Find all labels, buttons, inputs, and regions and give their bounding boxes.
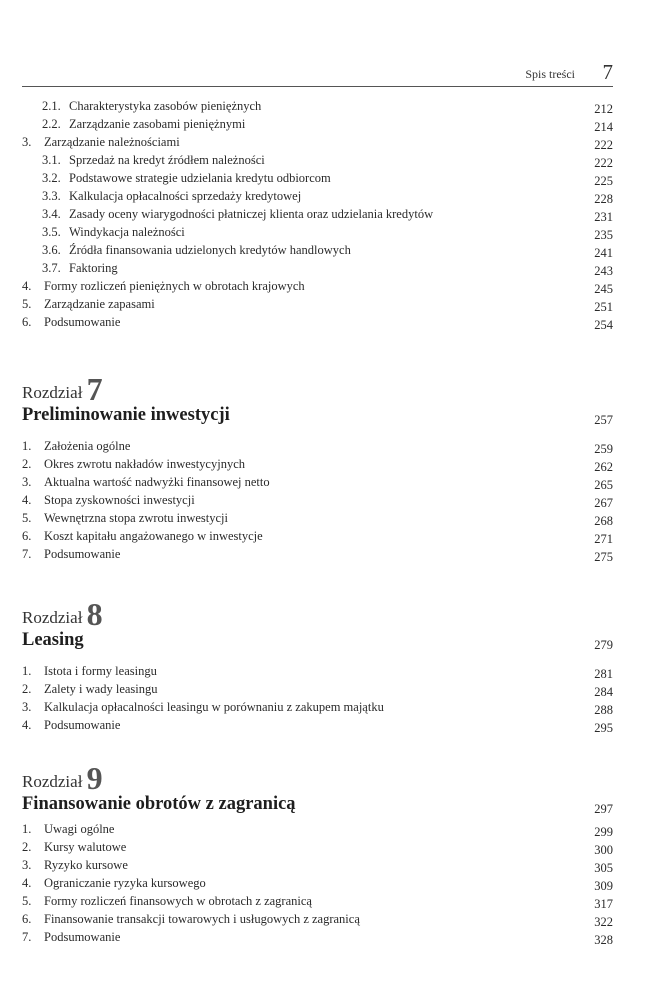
entry-page: 222: [594, 138, 613, 152]
entry-page: 300: [594, 843, 613, 857]
toc-entry: [22, 455, 613, 473]
chapter-number: 7: [86, 371, 103, 407]
toc-entry: [22, 151, 613, 169]
entry-page: 281: [594, 667, 613, 681]
entry-title: Podsumowanie: [44, 547, 121, 561]
toc-entry: [22, 698, 613, 716]
entry-number: 2.: [22, 457, 32, 471]
entry-number: 4.: [22, 876, 32, 890]
entry-number: 6.: [22, 315, 32, 329]
entry-title: Windykacja należności: [69, 225, 185, 239]
entry-title: Podsumowanie: [44, 930, 121, 944]
toc-entry: [22, 115, 613, 133]
chapter-number: 8: [86, 596, 103, 632]
toc-entry: [22, 97, 613, 115]
entry-page: 243: [594, 264, 613, 278]
chapter-page: 279: [594, 638, 613, 652]
entry-page: 268: [594, 514, 613, 528]
entry-title: Koszt kapitału angażowanego w inwestycje: [44, 529, 263, 543]
entry-page: 271: [594, 532, 613, 546]
entry-title: Istota i formy leasingu: [44, 664, 157, 678]
entry-number: 1.: [22, 664, 32, 678]
entry-number: 5.: [22, 894, 32, 908]
entry-page: 251: [594, 300, 613, 314]
entry-title: Uwagi ogólne: [44, 822, 115, 836]
entry-title: Stopa zyskowności inwestycji: [44, 493, 195, 507]
entry-page: 214: [594, 120, 613, 134]
toc-entry: [22, 838, 613, 856]
entry-number: 3.4.: [42, 207, 61, 221]
entry-page: 328: [594, 933, 613, 947]
toc-entry: [22, 259, 613, 277]
entry-number: 3.1.: [42, 153, 61, 167]
entry-title: Okres zwrotu nakładów inwestycyjnych: [44, 457, 245, 471]
entry-number: 2.: [22, 682, 32, 696]
toc-entry: [22, 716, 613, 734]
entry-title: Zarządzanie zasobami pieniężnymi: [69, 117, 246, 131]
entry-page: 245: [594, 282, 613, 296]
entry-page: 222: [594, 156, 613, 170]
entry-number: 3.7.: [42, 261, 61, 275]
entry-page: 305: [594, 861, 613, 875]
toc-entry: [22, 509, 613, 527]
entry-title: Kalkulacja opłacalności sprzedaży kredytowej: [69, 189, 302, 203]
entry-page: 225: [594, 174, 613, 188]
entry-number: 3.: [22, 135, 32, 149]
entry-title: Podstawowe strategie udzielania kredytu odbiorcom: [69, 171, 331, 185]
toc-entry: [22, 491, 613, 509]
entry-page: 259: [594, 442, 613, 456]
toc-entry: [22, 169, 613, 187]
toc-entry: [22, 241, 613, 259]
entry-number: 3.6.: [42, 243, 61, 257]
entry-number: 4.: [22, 493, 32, 507]
entry-title: Zarządzanie zapasami: [44, 297, 155, 311]
entry-title: Kalkulacja opłacalności leasingu w porównaniu z zakupem majątku: [44, 700, 384, 714]
chapter-label-text: Rozdział: [22, 383, 83, 402]
entry-number: 2.2.: [42, 117, 61, 131]
entry-number: 4.: [22, 718, 32, 732]
entry-page: 241: [594, 246, 613, 260]
entry-page: 299: [594, 825, 613, 839]
running-head-title: Spis treści: [525, 67, 575, 81]
toc-entry: [22, 437, 613, 455]
entry-title: Charakterystyka zasobów pieniężnych: [69, 99, 262, 113]
toc-entry: [22, 662, 613, 680]
entry-number: 1.: [22, 822, 32, 836]
entry-title: Sprzedaż na kredyt źródłem należności: [69, 153, 265, 167]
toc-entry: [22, 527, 613, 545]
entry-page: 235: [594, 228, 613, 242]
entry-page: 267: [594, 496, 613, 510]
entry-page: 254: [594, 318, 613, 332]
entry-page: 231: [594, 210, 613, 224]
chapter-heading: [22, 403, 613, 427]
entry-number: 5.: [22, 297, 32, 311]
entry-page: 322: [594, 915, 613, 929]
toc-entry: [22, 928, 613, 946]
chapter-label-text: Rozdział: [22, 608, 83, 627]
entry-page: 275: [594, 550, 613, 564]
entry-page: 309: [594, 879, 613, 893]
toc-entry: [22, 545, 613, 563]
entry-page: 212: [594, 102, 613, 116]
toc-entry: [22, 187, 613, 205]
entry-title: Aktualna wartość nadwyżki finansowej netto: [44, 475, 270, 489]
toc-entry: [22, 223, 613, 241]
entry-title: Kursy walutowe: [44, 840, 127, 854]
toc-entry: [22, 680, 613, 698]
chapter-title: Finansowanie obrotów z zagranicą: [22, 794, 296, 814]
toc-entry: [22, 874, 613, 892]
entry-page: 265: [594, 478, 613, 492]
toc-entry: [22, 313, 613, 331]
entry-title: Zalety i wady leasingu: [44, 682, 158, 696]
entry-title: Źródła finansowania udzielonych kredytów handlowych: [69, 243, 351, 257]
entry-page: 284: [594, 685, 613, 699]
entry-title: Podsumowanie: [44, 315, 121, 329]
entry-number: 3.5.: [42, 225, 61, 239]
entry-title: Zarządzanie należnościami: [44, 135, 180, 149]
entry-number: 4.: [22, 279, 32, 293]
entry-title: Faktoring: [69, 261, 118, 275]
entry-number: 2.: [22, 840, 32, 854]
entry-number: 3.: [22, 858, 32, 872]
toc-entry: [22, 856, 613, 874]
entry-number: 2.1.: [42, 99, 61, 113]
toc-entry: [22, 820, 613, 838]
entry-page: 228: [594, 192, 613, 206]
entry-number: 3.3.: [42, 189, 61, 203]
toc-entry: [22, 295, 613, 313]
entry-page: 262: [594, 460, 613, 474]
chapter-label-text: Rozdział: [22, 772, 83, 791]
chapter-heading: [22, 792, 613, 816]
entry-title: Podsumowanie: [44, 718, 121, 732]
toc-entry: [22, 277, 613, 295]
chapter-number: 9: [86, 760, 103, 796]
entry-title: Założenia ogólne: [44, 439, 131, 453]
entry-title: Zasady oceny wiarygodności płatniczej klienta oraz udzielania kredytów: [69, 207, 434, 221]
toc-entry: [22, 133, 613, 151]
toc-entry: [22, 473, 613, 491]
entry-number: 6.: [22, 912, 32, 926]
entry-title: Finansowanie transakcji towarowych i usługowych z zagranicą: [44, 912, 360, 926]
entry-number: 5.: [22, 511, 32, 525]
page-number: 7: [602, 60, 613, 84]
entry-number: 7.: [22, 930, 32, 944]
entry-title: Formy rozliczeń pieniężnych w obrotach krajowych: [44, 279, 305, 293]
entry-title: Ryzyko kursowe: [44, 858, 128, 872]
toc-entry: [22, 910, 613, 928]
entry-number: 6.: [22, 529, 32, 543]
toc-entry: [22, 892, 613, 910]
chapter-title: Leasing: [22, 630, 84, 650]
entry-page: 295: [594, 721, 613, 735]
entry-number: 7.: [22, 547, 32, 561]
entry-number: 3.: [22, 475, 32, 489]
chapter-title: Preliminowanie inwestycji: [22, 405, 230, 425]
chapter-page: 297: [594, 802, 613, 816]
toc-entry: [22, 205, 613, 223]
entry-title: Wewnętrzna stopa zwrotu inwestycji: [44, 511, 229, 525]
entry-page: 288: [594, 703, 613, 717]
entry-number: 1.: [22, 439, 32, 453]
running-head: [22, 62, 613, 87]
entry-page: 317: [594, 897, 613, 911]
entry-number: 3.: [22, 700, 32, 714]
entry-number: 3.2.: [42, 171, 61, 185]
chapter-heading: [22, 628, 613, 652]
entry-title: Ograniczanie ryzyka kursowego: [44, 876, 206, 890]
chapter-page: 257: [594, 413, 613, 427]
entry-title: Formy rozliczeń finansowych w obrotach z zagranicą: [44, 894, 312, 908]
